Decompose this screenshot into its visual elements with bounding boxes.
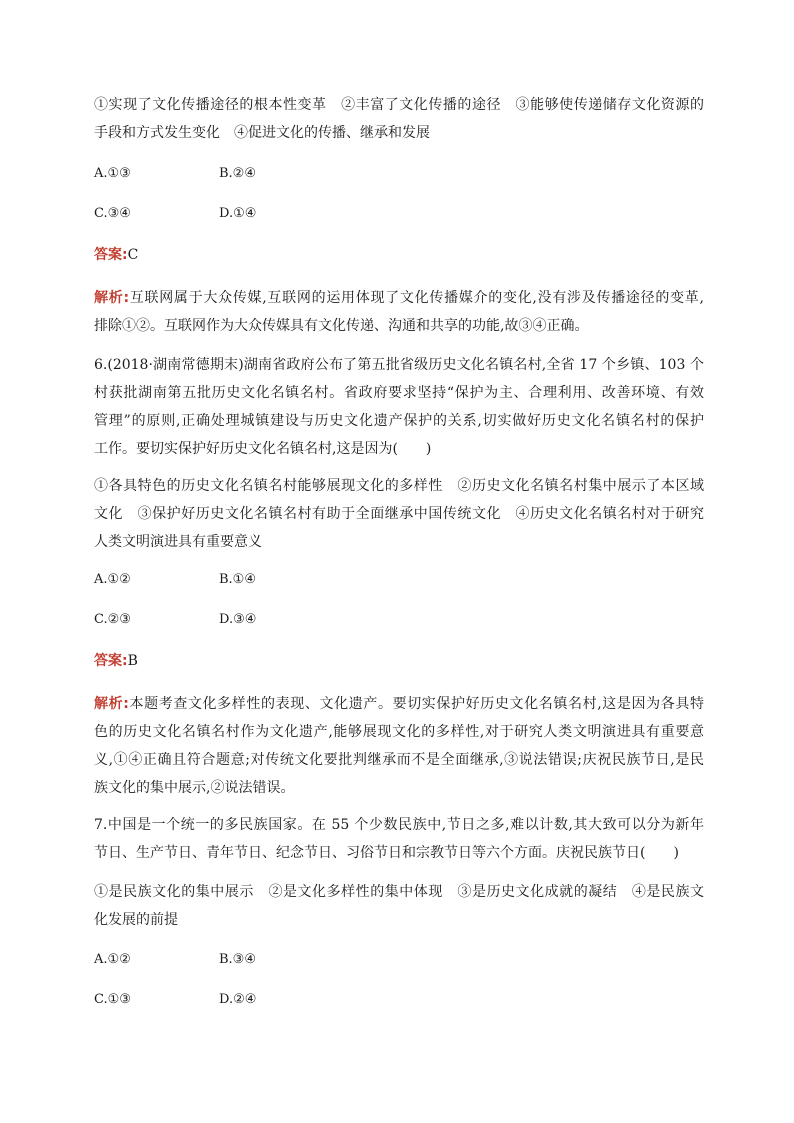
q5-statements	[94, 91, 704, 147]
q7-statement-line: 化发展的前提	[94, 912, 178, 928]
q6-stem-line: 工作。要切实保护好历史文化名镇名村,这是因为( )	[94, 441, 432, 457]
q6-stem-line: 管理”的原则,正确处理城镇建设与历史文化遗产保护的关系,切实做好历史文化名镇名村的保护	[94, 413, 704, 429]
q6-statement-line: ①各具特色的历史文化名镇名村能够展现文化的多样性 ②历史文化名镇名村集中展示了本区域	[94, 478, 704, 494]
q5-option-b[interactable]: B.②④	[219, 166, 256, 181]
q5-option-a[interactable]: A.①③	[94, 166, 131, 181]
q7-stem	[94, 811, 704, 867]
q6-stem-line: 村获批湖南第五批历史文化名镇名村。省政府要求坚持“保护为主、合理利用、改善环境、有效	[94, 385, 704, 401]
analysis-label: 解析:	[94, 290, 130, 306]
answer-label: 答案:	[94, 247, 128, 263]
q6-statement-line: 文化 ③保护好历史文化名镇名村有助于全面继承中国传统文化 ④历史文化名镇名村对于研究	[94, 506, 704, 522]
q6-answer	[94, 651, 138, 671]
q6-option-b[interactable]: B.①④	[219, 572, 256, 587]
q7-option-c[interactable]: C.①③	[94, 992, 131, 1007]
q6-statement-line: 人类文明演进具有重要意义	[94, 534, 262, 550]
q6-stem-line: 6.(2018·湖南常德期末)湖南省政府公布了第五批省级历史文化名镇名村,全省 17 个乡镇、103 个	[94, 357, 704, 373]
q6-stem	[94, 351, 704, 463]
q6-statements	[94, 472, 704, 556]
analysis-text: 互联网属于大众传媒,互联网的运用体现了文化传播媒介的变化,没有涉及传播途径的变革,	[129, 290, 704, 306]
q7-option-b[interactable]: B.③④	[219, 952, 256, 967]
q7-stem-line: 节日、生产节日、青年节日、纪念节日、习俗节日和宗教节日等六个方面。庆祝民族节日( )	[94, 845, 679, 861]
q7-statement-line: ①是民族文化的集中展示 ②是文化多样性的集中体现 ③是历史文化成就的凝结 ④是民族文	[94, 884, 704, 900]
q7-option-d[interactable]: D.②④	[219, 992, 257, 1007]
q5-statement-line: 手段和方式发生变化 ④促进文化的传播、继承和发展	[94, 125, 430, 141]
q7-statements	[94, 878, 704, 934]
answer-value: B	[127, 653, 138, 669]
q5-option-c[interactable]: C.③④	[94, 206, 131, 221]
analysis-text: 义,①④正确且符合题意;对传统文化要批判继承而不是全面继承,③说法错误;庆祝民族节日,是民	[94, 752, 704, 768]
analysis-text: 族文化的集中展示,②说法错误。	[94, 780, 295, 796]
q7-option-a[interactable]: A.①②	[94, 952, 131, 967]
q6-option-c[interactable]: C.②③	[94, 612, 131, 627]
q5-answer	[94, 245, 138, 265]
q7-stem-line: 7.中国是一个统一的多民族国家。在 55 个少数民族中,节日之多,难以计数,其大致可以分为新年	[94, 817, 704, 833]
q6-option-d[interactable]: D.③④	[219, 612, 257, 627]
q6-analysis	[94, 690, 704, 802]
analysis-text: 排除①②。互联网作为大众传媒具有文化传递、沟通和共享的功能,故③④正确。	[94, 318, 589, 334]
q6-option-a[interactable]: A.①②	[94, 572, 131, 587]
answer-value: C	[127, 247, 139, 263]
analysis-text: 色的历史文化名镇名村作为文化遗产,能够展现文化的多样性,对于研究人类文明演进具有重要意	[94, 724, 704, 740]
analysis-label: 解析:	[94, 696, 129, 712]
q5-analysis	[94, 284, 704, 340]
q5-statement-line: ①实现了文化传播途径的根本性变革 ②丰富了文化传播的途径 ③能够使传递储存文化资源的	[94, 97, 704, 113]
q5-option-d[interactable]: D.①④	[219, 206, 257, 221]
answer-label: 答案:	[94, 653, 128, 669]
analysis-text: 本题考查文化多样性的表现、文化遗产。要切实保护好历史文化名镇名村,这是因为各具特	[128, 696, 704, 712]
